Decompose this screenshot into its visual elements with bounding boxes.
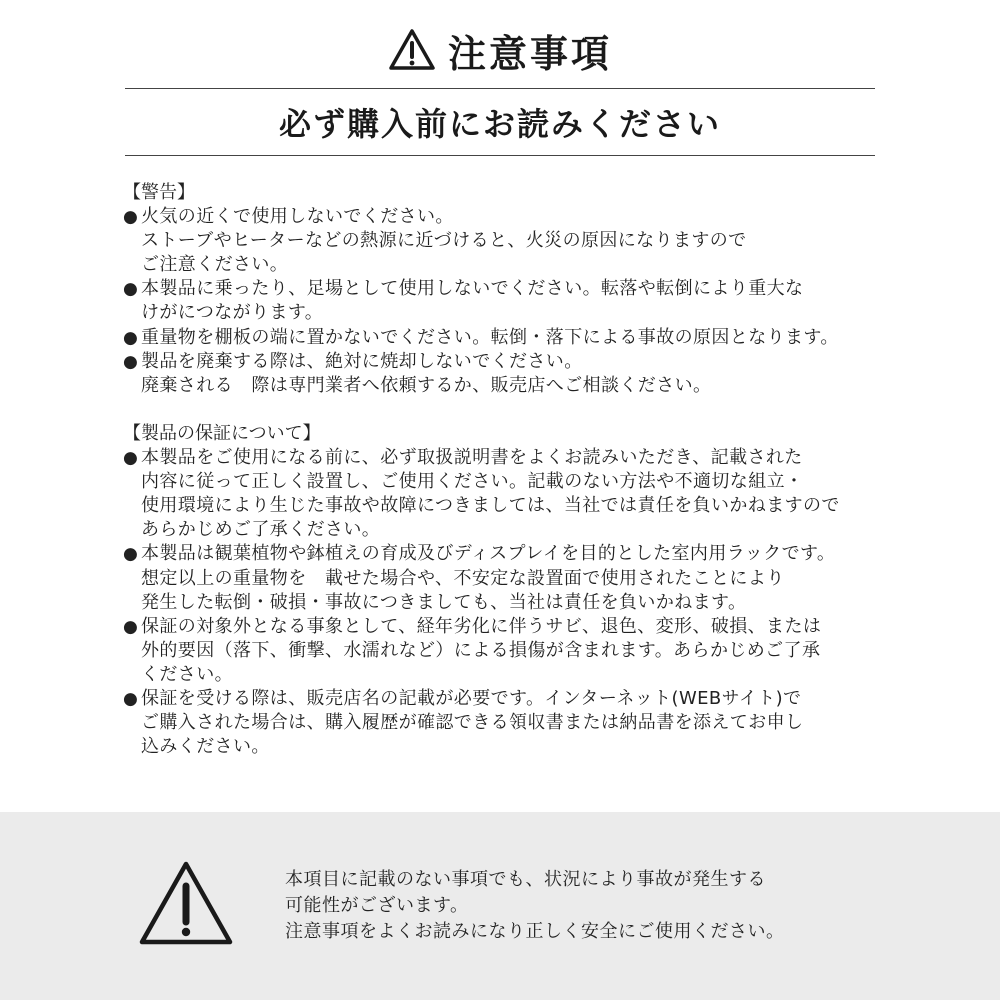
footer-notice <box>0 812 1000 1000</box>
text-line: 本製品に乗ったり、足場として使用しないでください。転落や転倒により重大な <box>141 278 804 300</box>
list-item <box>123 542 883 614</box>
list-item <box>123 615 883 687</box>
text-line: けがにつながります。 <box>141 302 324 324</box>
list-item <box>123 350 883 398</box>
text-line: ください。 <box>141 663 233 685</box>
list-item-text <box>141 446 883 542</box>
section-spacer <box>123 398 883 422</box>
text-line: 重量物を棚板の端に置かないでください。転倒・落下による事故の原因となります。 <box>141 326 839 348</box>
text-line: 想定以上の重量物を 載せた場合や、不安定な設置面で使用されたことにより <box>141 567 785 589</box>
footer-line: 注意事項をよくお読みになり正しく安全にご使用ください。 <box>285 921 785 942</box>
text-line: 使用環境により生じた事故や故障につきましては、当社では責任を負いかねますので <box>141 495 840 517</box>
footer-line: 可能性がございます。 <box>285 895 469 916</box>
text-line: 保証の対象外となる事象として、経年劣化に伴うサビ、退色、変形、破損、または <box>141 615 822 637</box>
list-item <box>123 326 883 350</box>
text-line: ご注意ください。 <box>141 254 289 276</box>
warranty-section-heading: 【製品の保証について】 <box>123 422 321 444</box>
text-line: 製品を廃棄する際は、絶対に焼却しないでください。 <box>141 350 583 372</box>
text-line: 本製品をご使用になる前に、必ず取扱説明書をよくお読みいただき、記載された <box>141 447 803 469</box>
list-item-text <box>141 277 883 325</box>
list-item <box>123 277 883 325</box>
bullet-icon: ● <box>123 544 138 565</box>
text-line: ご購入された場合は、購入履歴が確認できる領収書または納品書を添えてお申し <box>141 712 804 734</box>
warning-list <box>123 205 883 398</box>
text-line: 込みください。 <box>141 736 270 758</box>
list-item <box>123 687 883 759</box>
text-line: 外的要因（落下、衝撃、水濡れなど）による損傷が含まれます。あらかじめご了承 <box>141 639 821 661</box>
footer-text <box>285 867 785 945</box>
divider-top <box>125 88 875 89</box>
list-item-text <box>141 615 883 687</box>
text-line: ストーブやヒーターなどの熱源に近づけると、火災の原因になりますので <box>141 230 747 252</box>
bullet-icon: ● <box>123 207 138 228</box>
bullet-icon: ● <box>123 616 138 637</box>
list-item-text <box>141 326 883 350</box>
footer-line: 本項目に記載のない事項でも、状況により事故が発生する <box>285 869 766 890</box>
list-item-text <box>141 205 883 277</box>
notice-content <box>123 181 883 759</box>
page-title: 注意事項 <box>447 31 612 76</box>
divider-bottom <box>125 155 875 156</box>
list-item <box>123 446 883 542</box>
text-line: 火気の近くで使用しないでください。 <box>141 206 454 228</box>
warranty-list <box>123 446 883 759</box>
list-item-text <box>141 687 883 759</box>
list-item-text <box>141 542 883 614</box>
bullet-icon: ● <box>123 351 138 372</box>
bullet-icon: ● <box>123 448 138 469</box>
text-line: 内容に従って正しく設置し、ご使用ください。記載のない方法や不適切な組立・ <box>141 471 804 493</box>
page-subtitle: 必ず購入前にお読みください <box>278 105 721 143</box>
warning-triangle-icon <box>138 860 234 946</box>
text-line: 本製品は観葉植物や鉢植えの育成及びディスプレイを目的とした室内用ラックです。 <box>141 543 836 565</box>
list-item <box>123 205 883 277</box>
text-line: あらかじめご了承ください。 <box>141 519 381 541</box>
warning-section-heading: 【警告】 <box>123 182 195 203</box>
bullet-icon: ● <box>123 688 138 709</box>
text-line: 保証を受ける際は、販売店名の記載が必要です。インターネット(WEBサイト)で <box>141 687 802 709</box>
list-item-text <box>141 350 883 398</box>
header <box>0 22 1000 78</box>
text-line: 発生した転倒・破損・事故につきましても、当社は責任を負いかねます。 <box>141 591 747 613</box>
bullet-icon: ● <box>123 327 138 348</box>
bullet-icon: ● <box>123 279 138 300</box>
warning-triangle-icon <box>388 28 436 72</box>
text-line: 廃棄される 際は専門業者へ依頼するか、販売店へご相談ください。 <box>141 374 712 396</box>
